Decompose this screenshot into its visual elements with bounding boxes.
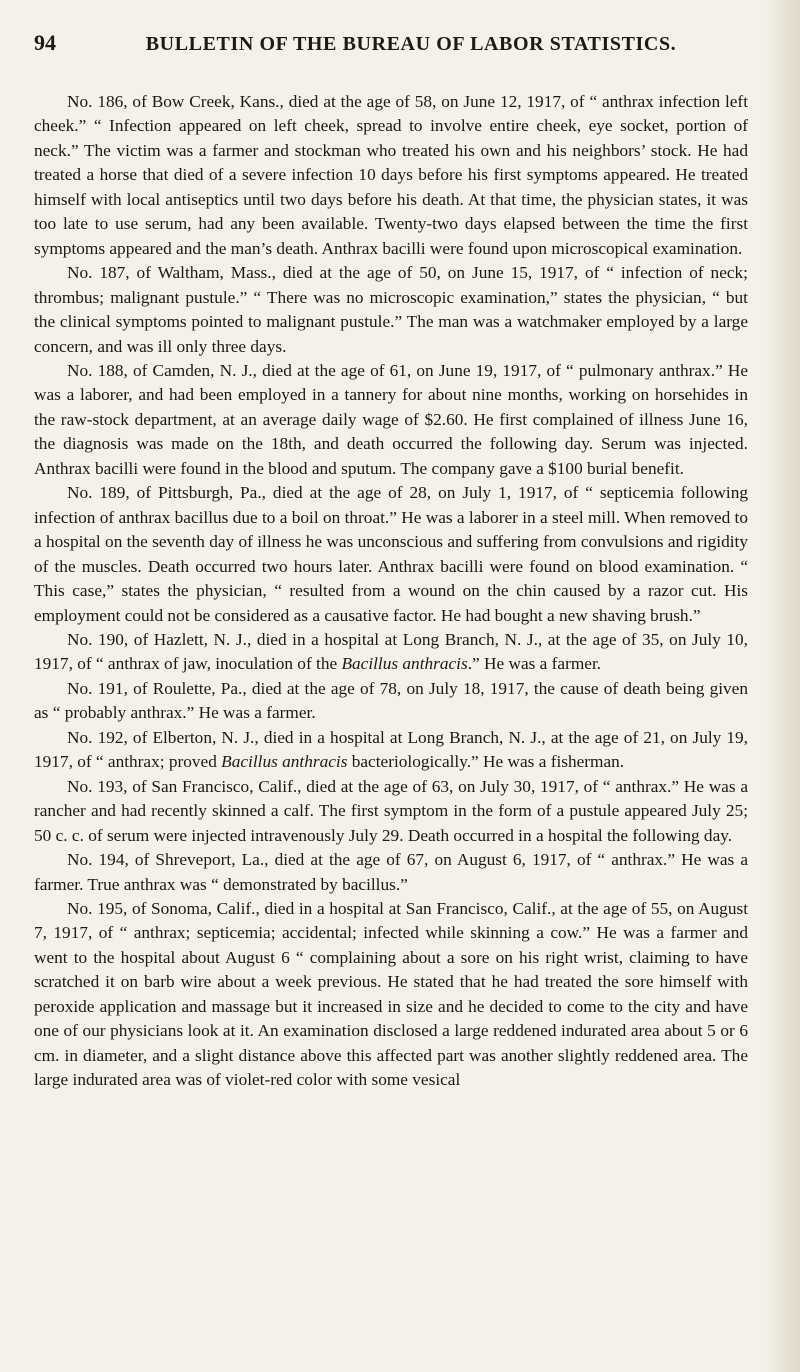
paragraph-text: No. 190, of Hazlett, N. J., died in a hospital at Long Branch, N. J., at the age of 35, on July 10, 1917, of “ anthrax of jaw, inoculation of the	[34, 629, 748, 674]
paragraph-text: No. 192, of Elberton, N. J., died in a hospital at Long Branch, N. J., at the age of 21, on July 19, 1917, of “ anthrax; proved	[34, 727, 748, 772]
italic-species-name: Bacillus anthracis	[221, 752, 348, 772]
paragraph-case-190	[34, 628, 748, 677]
paragraph-case-188: No. 188, of Camden, N. J., died at the age of 61, on June 19, 1917, of “ pulmonary anthrax.” He was a laborer, and had been employed in a tannery for about nine months, working on horsehides in the raw-stock department, at an average daily wage of $2.60. He first complained of illness June 16, the diagnosis was made on the 18th, and death occurred the following day. Serum was injected. Anthrax bacilli were found in the blood and sputum. The company gave a $100 burial benefit.	[34, 360, 748, 478]
paragraph-case-192	[34, 726, 748, 775]
running-header	[34, 30, 748, 64]
paragraph-case-193: No. 193, of San Francisco, Calif., died at the age of 63, on July 30, 1917, of “ anthrax.” He was a rancher and had recently skinned a calf. The first symptom in the form of a pustule appeared July 25; 50 c. c. of serum were injected intravenously July 29. Death occurred in a hospital the following day.	[34, 776, 748, 845]
paragraph-case-187: No. 187, of Waltham, Mass., died at the age of 50, on June 15, 1917, of “ infection of neck; thrombus; malignant pustule.” “ There was no microscopic examination,” states the physician, “ but the clinical symptoms pointed to malignant pustule.” The man was a watchmaker employed by a large concern, and was ill only three days.	[34, 263, 748, 356]
paragraph-case-195: No. 195, of Sonoma, Calif., died in a hospital at San Francisco, Calif., at the age of 55, on August 7, 1917, of “ anthrax; septicemia; accidental; infected while skinning a cow.” He was a farmer and went to the hospital about August 6 “ complaining about a sore on his right wrist, claiming to have scratched it on barb wire about a week previous. He stated that he had treated the sore himself with peroxide application and massage but it increased in size and he decided to come to the city and have one of our physicians look at it. An examination disclosed a large reddened indurated area about 5 or 6 cm. in diameter, and a slight distance above this affected part was another slightly reddened area. The large indurated area was of violet-red color with some vesical	[34, 898, 748, 1090]
paragraph-text: .” He was a farmer.	[467, 654, 602, 674]
paragraph-case-194: No. 194, of Shreveport, La., died at the age of 67, on August 6, 1917, of “ anthrax.” He was a farmer. True anthrax was “ demonstrated by bacillus.”	[34, 850, 748, 894]
page-number: 94	[34, 30, 56, 55]
paragraph-text: bacteriologically.” He was a fisherman.	[347, 752, 625, 772]
page-edge-shadow	[766, 0, 800, 1372]
paragraph-case-191: No. 191, of Roulette, Pa., died at the age of 78, on July 18, 1917, the cause of death being given as “ probably anthrax.” He was a farmer.	[34, 678, 748, 723]
paragraph-case-186: No. 186, of Bow Creek, Kans., died at the age of 58, on June 12, 1917, of “ anthrax infection left cheek.” “ Infection appeared on left cheek, spread to involve entire cheek, eye socket, portion of neck.” The victim was a farmer and stockman who treated his own and his neighbors’ stock. He had treated a horse that died of a severe infection 10 days before his first symptoms appeared. He treated himself with local antiseptics until two days before his death. At that time, the physician states, it was too late to use serum, had any been available. Twenty-two days elapsed between the time the first symptoms appeared and the man’s death. Anthrax bacilli were found upon microscopical examination.	[34, 92, 748, 258]
paragraph-case-189: No. 189, of Pittsburgh, Pa., died at the age of 28, on July 1, 1917, of “ septicemia following infection of anthrax bacillus due to a boil on throat.” He was a laborer in a steel mill. When removed to a hospital on the seventh day of illness he was unconscious and suffering from convulsions and rigidity of the muscles. Death occurred two hours later. Anthrax bacilli were found on blood examination. “ This case,” states the physician, “ resulted from a wound on the chin caused by a razor cut. His employment could not be considered as a causative factor. He had bought a new shaving brush.”	[34, 483, 748, 625]
italic-species-name: Bacillus anthracis	[341, 654, 468, 674]
running-title: BULLETIN OF THE BUREAU OF LABOR STATISTICS.	[145, 33, 677, 55]
body-text	[34, 90, 748, 1093]
